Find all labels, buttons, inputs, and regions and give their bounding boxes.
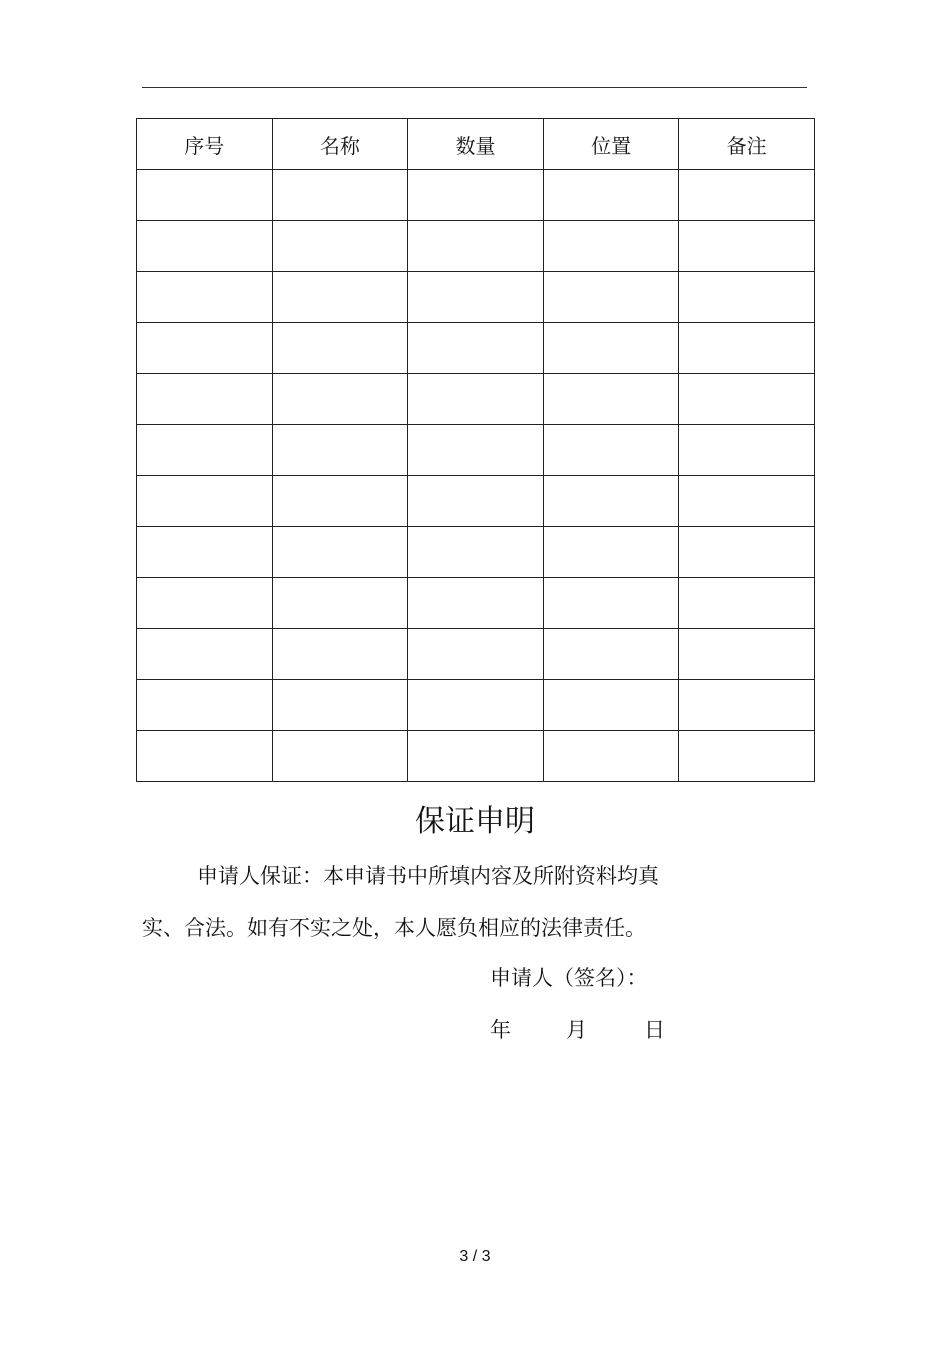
table-cell	[408, 629, 544, 680]
table-row	[137, 629, 815, 680]
header-cell-quantity: 数量	[408, 119, 544, 170]
table-cell	[272, 527, 408, 578]
table-cell	[543, 527, 679, 578]
table-row	[137, 323, 815, 374]
date-month-label: 月	[566, 1018, 587, 1042]
declaration-text-line-2: 实、合法。如有不实之处，本人愿负相应的法律责任。	[142, 916, 646, 940]
table-row	[137, 170, 815, 221]
table-cell	[408, 272, 544, 323]
table-cell	[543, 680, 679, 731]
table-cell	[679, 425, 815, 476]
table-cell	[679, 527, 815, 578]
table-row	[137, 680, 815, 731]
table-cell	[137, 476, 273, 527]
declaration-title: 保证申明	[415, 804, 535, 839]
item-table	[136, 118, 815, 782]
table-row	[137, 578, 815, 629]
table-cell	[679, 221, 815, 272]
table-cell	[543, 425, 679, 476]
declaration-text-line-1: 申请人保证：本申请书中所填内容及所附资料均真	[197, 864, 659, 888]
date-day-label: 日	[644, 1018, 665, 1042]
table-cell	[272, 731, 408, 782]
date-year-label: 年	[490, 1018, 511, 1042]
table-cell	[272, 272, 408, 323]
table-cell	[137, 170, 273, 221]
header-cell-remarks: 备注	[679, 119, 815, 170]
table-cell	[408, 680, 544, 731]
table-row	[137, 425, 815, 476]
table-cell	[679, 629, 815, 680]
table-cell	[137, 578, 273, 629]
table-cell	[679, 476, 815, 527]
table-cell	[272, 476, 408, 527]
table-cell	[137, 221, 273, 272]
table-cell	[137, 731, 273, 782]
table-cell	[272, 170, 408, 221]
table-cell	[408, 476, 544, 527]
table-cell	[272, 629, 408, 680]
table-cell	[137, 374, 273, 425]
table-cell	[408, 425, 544, 476]
table-cell	[137, 629, 273, 680]
table-cell	[543, 578, 679, 629]
table-body	[137, 170, 815, 782]
table-cell	[137, 680, 273, 731]
table-cell	[543, 374, 679, 425]
table-cell	[679, 374, 815, 425]
table-cell	[272, 374, 408, 425]
table-header-row	[137, 119, 815, 170]
table-row	[137, 527, 815, 578]
table-cell	[137, 323, 273, 374]
table-row	[137, 374, 815, 425]
table-cell	[408, 221, 544, 272]
table-cell	[543, 221, 679, 272]
table-cell	[272, 323, 408, 374]
table-cell	[543, 476, 679, 527]
table-cell	[137, 527, 273, 578]
page-number: 3 / 3	[459, 1248, 491, 1265]
table-cell	[408, 374, 544, 425]
table-cell	[679, 731, 815, 782]
header-cell-location: 位置	[543, 119, 679, 170]
table-cell	[272, 221, 408, 272]
header-cell-index: 序号	[137, 119, 273, 170]
header-cell-name: 名称	[272, 119, 408, 170]
table-cell	[137, 425, 273, 476]
table-cell	[543, 323, 679, 374]
table-cell	[272, 578, 408, 629]
table-cell	[679, 680, 815, 731]
table-cell	[408, 578, 544, 629]
header-rule	[142, 87, 807, 88]
table-cell	[679, 272, 815, 323]
table-cell	[272, 680, 408, 731]
table-cell	[679, 170, 815, 221]
table-cell	[408, 170, 544, 221]
table-cell	[543, 272, 679, 323]
table-cell	[137, 272, 273, 323]
table-cell	[543, 629, 679, 680]
table-row	[137, 221, 815, 272]
signature-label: 申请人（签名）：	[490, 966, 648, 990]
table-cell	[408, 323, 544, 374]
table-cell	[543, 731, 679, 782]
table-cell	[272, 425, 408, 476]
table-cell	[543, 170, 679, 221]
table-cell	[408, 527, 544, 578]
table-row	[137, 731, 815, 782]
table-cell	[679, 578, 815, 629]
table-row	[137, 476, 815, 527]
table-cell	[408, 731, 544, 782]
table-cell	[679, 323, 815, 374]
table-row	[137, 272, 815, 323]
